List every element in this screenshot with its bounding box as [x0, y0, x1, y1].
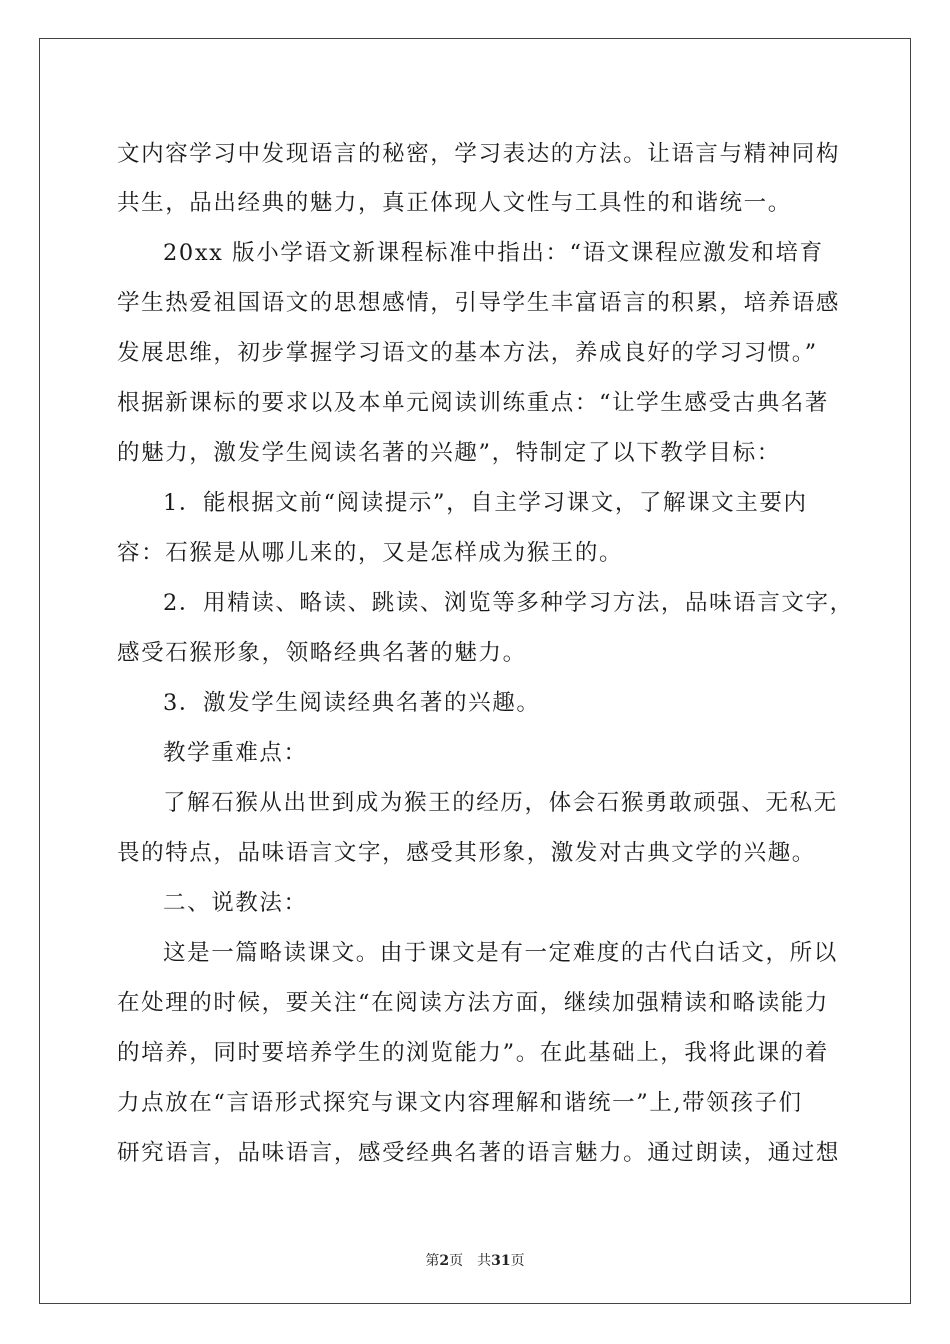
footer-total-pages: 31 [491, 1253, 511, 1269]
text-line: 学生热爱祖国语文的思想感情，引导学生丰富语言的积累，培养语感 [117, 290, 841, 316]
text-line: 共生，品出经典的魅力，真正体现人文性与工具性的和谐统一。 [117, 190, 792, 216]
footer-prefix: 第 [425, 1253, 440, 1269]
text-line: 根据新课标的要求以及本单元阅读训练重点：“让学生感受古典名著 [117, 390, 830, 416]
text-line: 教学重难点： [163, 740, 308, 766]
text-line: 的魅力，激发学生阅读名著的兴趣”，特制定了以下教学目标： [117, 440, 781, 466]
page-footer [0, 1250, 950, 1270]
text-line: 二、说教法： [163, 890, 308, 916]
text-line: 20xx 版小学语文新课程标准中指出：“语文课程应激发和培育 [163, 240, 824, 266]
text-line: 这是一篇略读课文。由于课文是有一定难度的古代白话文，所以 [163, 940, 838, 966]
text-line: 的培养，同时要培养学生的浏览能力”。在此基础上，我将此课的着 [117, 1040, 830, 1066]
footer-page-number: 2 [439, 1253, 450, 1269]
text-line: 感受石猴形象，领略经典名著的魅力。 [117, 640, 527, 666]
text-line: 在处理的时候，要关注“在阅读方法方面，继续加强精读和略读能力 [117, 990, 830, 1016]
text-line: 力点放在“言语形式探究与课文内容理解和谐统一”上,带领孩子们 [117, 1090, 803, 1116]
text-line: 2．用精读、略读、跳读、浏览等多种学习方法，品味语言文字， [163, 590, 854, 616]
text-line: 研究语言，品味语言，感受经典名著的语言魅力。通过朗读，通过想 [117, 1140, 841, 1166]
footer-mid: 页 共 [449, 1253, 492, 1269]
text-line: 1．能根据文前“阅读提示”，自主学习课文，了解课文主要内 [163, 490, 808, 516]
text-line: 发展思维，初步掌握学习语文的基本方法，养成良好的学习习惯。” [117, 340, 818, 366]
text-line: 文内容学习中发现语言的秘密，学习表达的方法。让语言与精神同构 [117, 141, 841, 167]
text-line: 容：石猴是从哪儿来的，又是怎样成为猴王的。 [117, 540, 624, 566]
text-line: 畏的特点，品味语言文字，感受其形象，激发对古典文学的兴趣。 [117, 840, 816, 866]
text-line: 3．激发学生阅读经典名著的兴趣。 [163, 690, 541, 716]
text-line: 了解石猴从出世到成为猴王的经历，体会石猴勇敢顽强、无私无 [163, 790, 838, 816]
footer-suffix: 页 [510, 1253, 525, 1269]
